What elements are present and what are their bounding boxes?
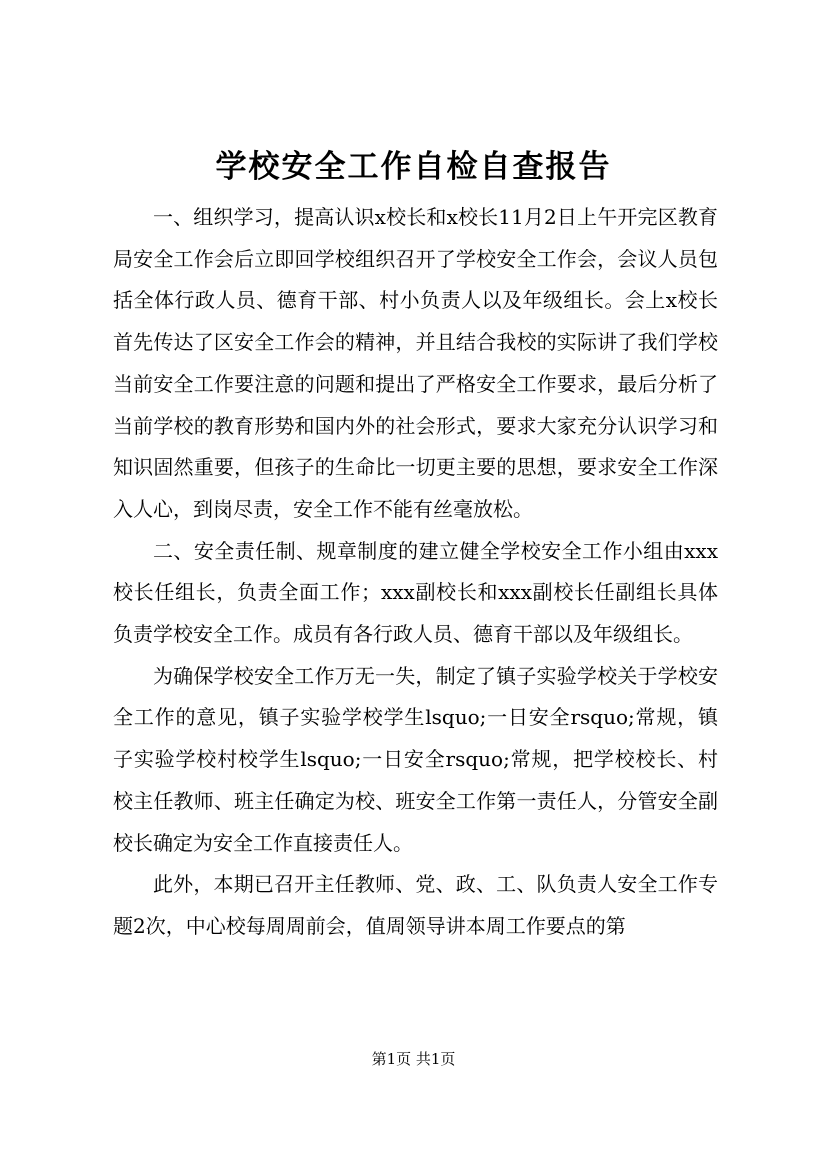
document-body (113, 197, 718, 948)
paragraph-3: 为确保学校安全工作万无一失，制定了镇子实验学校关于学校安全工作的意见，镇子实验学校学生lsquo;一日安全rsquo;常规，镇子实验学校村校学生lsquo;一日安全rsquo;常规，把学校校长、村校主任教师、班主任确定为校、班安全工作第一责任人，分管安全副校长确定为安全工作直接责任人。 (113, 663, 718, 855)
page-footer: 第1页 共1页 (371, 1050, 456, 1068)
paragraph-4: 此外，本期已召开主任教师、党、政、工、队负责人安全工作专题2次，中心校每周周前会，值周领导讲本周工作要点的第 (113, 872, 718, 938)
paragraph-2: 二、安全责任制、规章制度的建立健全学校安全工作小组由xxx校长任组长，负责全面工作；xxx副校长和xxx副校长任副组长具体负责学校安全工作。成员有各行政人员、德育干部以及年级组长。 (113, 538, 718, 647)
document-title: 学校安全工作自检自查报告 (215, 149, 612, 185)
paragraph-1: 一、组织学习，提高认识x校长和x校长11月2日上午开完区教育局安全工作会后立即回学校组织召开了学校安全工作会，会议人员包括全体行政人员、德育干部、村小负责人以及年级组长。会上x校长首先传达了区安全工作会的精神，并且结合我校的实际讲了我们学校当前安全工作要注意的问题和提出了严格安全工作要求，最后分析了当前学校的教育形势和国内外的社会形式，要求大家充分认识学习和知识固然重要，但孩子的生命比一切更主要的思想，要求安全工作深入人心，到岗尽责，安全工作不能有丝毫放松。 (113, 205, 718, 521)
